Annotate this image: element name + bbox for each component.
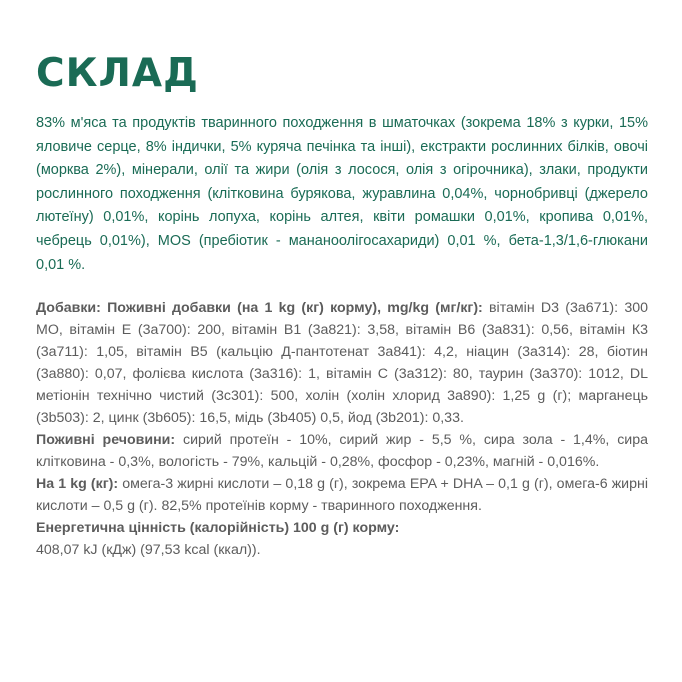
additives-paragraph <box>36 297 648 429</box>
per-kg-label: На 1 kg (кг): <box>36 476 119 493</box>
per-kg-text: омега-3 жирні кислоти – 0,18 g (г), зокрема EPA + DHA – 0,1 g (г), омега-6 жирні кислоти – 0,5 g (г). 82,5% протеїнів корму - тваринного походження. <box>36 476 648 515</box>
nutrients-text: сирий протеїн - 10%, сирий жир - 5,5 %, сира зола - 1,4%, сира клітковина - 0,3%, вологість - 79%, кальцій - 0,28%, фосфор - 0,23%, магній - 0,016%. <box>36 432 648 471</box>
additives-section <box>36 297 648 561</box>
composition-text: 83% м'яса та продуктів тваринного походження в шматочках (зокрема 18% з курки, 15% яловиче серце, 8% індички, 5% куряча печінка та інші), екстракти рослинних білків, овочі (морква 2%), мінерали, олії та жири (олія з лосося, олія з огірочника), злаки, продукти рослинного походження (клітковина бурякова, журавлина 0,04%, чорнобривці (джерело лютеїну) 0,01%, корінь лопуха, корінь алтея, квіти ромашки 0,01%, кропива 0,01%, чебрець 0,01%), MOS (пребіотик - мананоолігосахариди) 0,01 %, бета-1,3/1,6-глюкани 0,01 %. <box>36 115 648 273</box>
additives-label: Добавки: Поживні добавки (на 1 kg (кг) корму), mg/kg (мг/кг): <box>36 300 483 317</box>
energy-label: Енергетична цінність (калорійність) 100 g (г) корму: <box>36 520 400 537</box>
page-title: СКЛАД <box>36 51 199 96</box>
product-composition-card <box>36 52 648 561</box>
energy-text: 408,07 kJ (кДж) (97,53 kcal (ккал)). <box>36 542 261 559</box>
additives-text: вітамін D3 (3а671): 300 МО, вітамін Е (3а700): 200, вітамін В1 (3а821): 3,58, вітамін В6 (3а831): 0,56, вітамін К3 (3а711): 1,05, вітамін В5 (кальцію Д-пантотенат 3а841): 4,2, ніацин (3а314): 28, біотин (3а880): 0,07, фолієва кислота (3а316): 1, вітамін С (3а312): 80, таурин (3а370): 1012, DL метіонін технічно чистий (3с301): 500, холін (холін хлорид 3а890): 1,25 g (г); марганець (3b503): 2, цинк (3b605): 16,5, мідь (3b405) 0,5, йод (3b201): 0,33. <box>36 300 648 427</box>
energy-paragraph <box>36 517 648 561</box>
nutrients-paragraph <box>36 429 648 473</box>
nutrients-label: Поживні речовини: <box>36 432 176 449</box>
per-kg-paragraph <box>36 473 648 517</box>
